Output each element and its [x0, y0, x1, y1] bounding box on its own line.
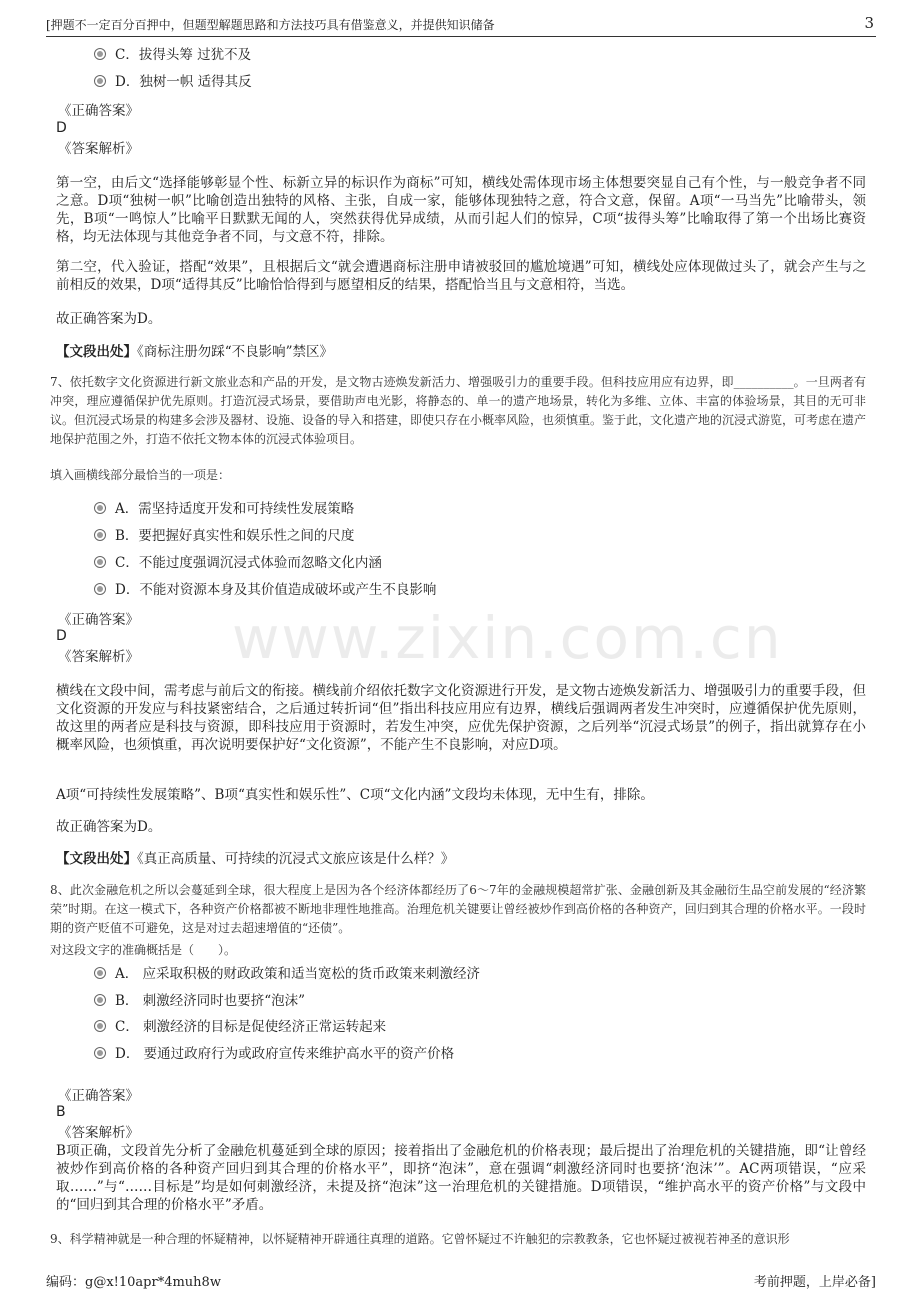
radio-icon[interactable]: [94, 967, 106, 979]
q6-source: [56, 343, 333, 361]
q7-option-b[interactable]: B．要把握好真实性和娱乐性之间的尺度: [94, 527, 354, 545]
source-title: 《真正高质量、可持续的沉浸式文旅应该是什么样？》: [137, 851, 455, 867]
q7-prompt: 填入画横线部分最恰当的一项是：: [50, 468, 231, 482]
q8-answer: B: [56, 1104, 66, 1120]
q8-option-b[interactable]: B． 刺激经济同时也要挤“泡沫”: [94, 992, 305, 1010]
radio-icon[interactable]: [94, 994, 106, 1006]
q7-analysis-p2: A项“可持续性发展策略”、B项“真实性和娱乐性”、C项“文化内涵”文段均未体现，无中生有，排除。: [56, 787, 654, 803]
page-number: 3: [864, 14, 874, 32]
q7-source: [56, 850, 454, 868]
q6-option-d[interactable]: D．独树一帜 适得其反: [94, 73, 252, 91]
q7-option-a[interactable]: A．需坚持适度开发和可持续性发展策略: [94, 500, 354, 518]
source-title: 《商标注册勿踩“不良影响”禁区》: [137, 344, 334, 360]
q8-prompt: 对这段文字的准确概括是（ ）。: [50, 943, 237, 957]
q8-answer-label: 《正确答案》: [58, 1088, 139, 1104]
footer-code: 编码：g@x!10apr*4muh8w: [46, 1275, 221, 1290]
radio-icon[interactable]: [94, 502, 106, 514]
q9-stem: 9、科学精神就是一种合理的怀疑精神，以怀疑精神开辟通往真理的道路。它曾怀疑过不许触犯的宗教教条，它也怀疑过被视若神圣的意识形: [50, 1232, 790, 1246]
q6-analysis-p3: 故正确答案为D。: [56, 311, 162, 327]
q8-stem: 8、此次金融危机之所以会蔓延到全球，很大程度上是因为各个经济体都经历了6～7年的金融规模超常扩张、金融创新及其金融衍生品空前发展的“经济繁荣”时期。在这一模式下，各种资产价格都被不断地非理性地推高。治理危机关键要让曾经被炒作到高价格的各种资产，回归到其合理的价格水平。一段时期的资产贬值不可避免，这是对过去超速增值的“还债”。: [50, 883, 866, 935]
q8-option-c[interactable]: C． 刺激经济的目标是促使经济正常运转起来: [94, 1018, 386, 1036]
q8-option-d[interactable]: D． 要通过政府行为或政府宣传来维护高水平的资产价格: [94, 1045, 454, 1063]
source-label: 【文段出处】: [56, 851, 137, 867]
source-label: 【文段出处】: [56, 344, 137, 360]
footer-slogan: 考前押题，上岸必备]: [753, 1275, 876, 1290]
radio-icon[interactable]: [94, 556, 106, 568]
q7-option-d[interactable]: D．不能对资源本身及其价值造成破坏或产生不良影响: [94, 581, 436, 599]
q7-analysis-p1: 横线在文段中间，需考虑与前后文的衔接。横线前介绍依托数字文化资源进行开发，是文物古迹焕发新活力、增强吸引力的重要手段，但文化资源的开发应与科技紧密结合，之后通过转折词“但”指出科技应用应有边界，横线后强调两者发生冲突时，应遵循保护优先原则，故这里的两者应是科技与资源，即科技应用于资源时，若发生冲突，应优先保护资源，之后列举“沉浸式场景”的例子，指出就算存在小概率风险，也须慎重，再次说明要保护好“文化资源”，不能产生不良影响，对应D项。: [56, 683, 866, 753]
q6-analysis-label: 《答案解析》: [58, 141, 139, 157]
radio-icon[interactable]: [94, 529, 106, 541]
radio-icon[interactable]: [94, 1047, 106, 1059]
q7-analysis-p3: 故正确答案为D。: [56, 819, 162, 835]
q8-option-a[interactable]: A． 应采取积极的财政政策和适当宽松的货币政策来刺激经济: [94, 965, 480, 983]
q7-stem: 7、依托数字文化资源进行新文旅业态和产品的开发，是文物古迹焕发新活力、增强吸引力的重要手段。但科技应用应有边界，即__________。一旦两者有冲突，理应遵循保护优先原则。打造沉浸式场景，要借助声电光影，将静态的、单一的遗产地场景，转化为多维、立体、丰富的体验场景，其目的无可非议。但沉浸式场景的构建多会涉及器材、设施、设备的导入和搭建，即使只存在小概率风险，也须慎重。鉴于此，文化遗产地的沉浸式游览，可考虑在遗产地保护范围之外，打造不依托文物本体的沉浸式体验项目。: [50, 375, 867, 446]
radio-icon[interactable]: [94, 48, 106, 60]
q7-option-c[interactable]: C．不能过度强调沉浸式体验而忽略文化内涵: [94, 554, 382, 572]
q8-analysis-label: 《答案解析》: [58, 1125, 139, 1141]
watermark: www.zixin.com.cn: [232, 604, 783, 672]
q6-analysis-p1: 第一空，由后文“选择能够彰显个性、标新立异的标识作为商标”可知，横线处需体现市场主体想要突显自己有个性，与一般竞争者不同之意。D项“独树一帜”比喻创造出独特的风格、主张，自成一家，能够体现独特之意，符合文意，保留。A项“一马当先”比喻带头，领先，B项“一鸣惊人”比喻平日默默无闻的人，突然获得优异成绩，从而引起人们的惊异，C项“拔得头筹”比喻取得了第一个出场比赛资格，均无法体现与其他竞争者不同，与文意不符，排除。: [56, 175, 866, 245]
radio-icon[interactable]: [94, 1020, 106, 1032]
q7-answer-label: 《正确答案》: [58, 612, 139, 628]
q6-analysis-p2: 第二空，代入验证，搭配“效果”，且根据后文“就会遭遇商标注册申请被驳回的尴尬境遇”可知，横线处应体现做过头了，就会产生与之前相反的效果，D项“适得其反”比喻恰恰得到与愿望相反的结果，搭配恰当且与文意相符，当选。: [56, 259, 866, 293]
header-text: [押题不一定百分百押中，但题型解题思路和方法技巧具有借鉴意义，并提供知识储备: [46, 18, 495, 32]
q6-answer-label: 《正确答案》: [58, 103, 139, 119]
page-header: [46, 14, 876, 37]
radio-icon[interactable]: [94, 75, 106, 87]
q6-option-c[interactable]: C．拔得头筹 过犹不及: [94, 46, 251, 64]
q8-analysis: B项正确，文段首先分析了金融危机蔓延到全球的原因；接着指出了金融危机的价格表现；最后提出了治理危机的关键措施，即“让曾经被炒作到高价格的各种资产回归到其合理的价格水平”，即挤“泡沫”，意在强调“刺激经济同时也要挤‘泡沫’”。AC两项错误，“应采取……”与“……目标是”均是如何刺激经济，未提及挤“泡沫”这一治理危机的关键措施。D项错误，“维护高水平的资产价格”与文段中的“回归到其合理的价格水平”矛盾。: [56, 1143, 866, 1213]
radio-icon[interactable]: [94, 583, 106, 595]
q7-answer: D: [56, 628, 67, 644]
q7-analysis-label: 《答案解析》: [58, 649, 139, 665]
q6-answer: D: [56, 120, 67, 136]
